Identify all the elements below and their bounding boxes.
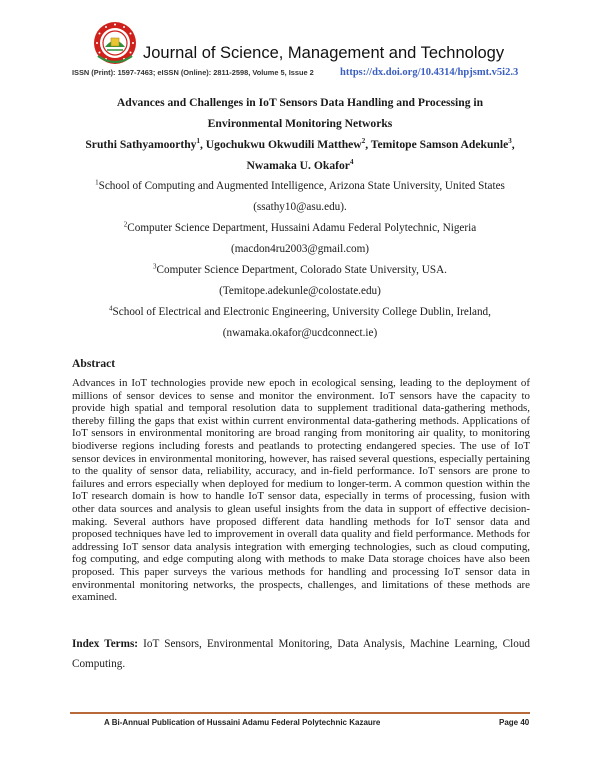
affiliation-sup: 3 <box>153 262 157 271</box>
author-name: Nwamaka U. Okafor <box>246 159 350 172</box>
affiliation-sup: 2 <box>123 220 128 229</box>
issn-line: ISSN (Print): 1597-7463; eISSN (Online): 2811-2598, Volume 5, Issue 2 <box>72 68 314 77</box>
author-separator: , <box>199 138 206 151</box>
author-sup: 1 <box>196 137 200 146</box>
author-separator: , <box>511 138 515 151</box>
index-terms <box>72 634 530 674</box>
affiliation-2 <box>0 222 600 234</box>
footer-divider <box>70 712 530 714</box>
affiliation-1 <box>0 180 600 192</box>
authors-line-2 <box>0 159 600 172</box>
affiliation-text: Computer Science Department, Hussaini Adamu Federal Polytechnic, Nigeria <box>127 222 477 234</box>
index-terms-text: IoT Sensors, Environmental Monitoring, Data Analysis, Machine Learning, Cloud Computing. <box>72 638 531 670</box>
affiliation-email-3: (Temitope.adekunle@colostate.edu) <box>219 285 381 297</box>
affiliation-text: Computer Science Department, Colorado State University, USA. <box>156 264 447 276</box>
author-sup: 2 <box>361 137 366 146</box>
paper-title-line-1: Advances and Challenges in IoT Sensors Data Handling and Processing in <box>116 96 484 109</box>
page-number: Page 40 <box>499 718 530 727</box>
author-name: Sruthi Sathyamoorthy <box>85 138 197 151</box>
author-name: Ugochukwu Okwudili Matthew <box>205 138 362 151</box>
author-sup: 4 <box>349 158 354 167</box>
authors-line <box>0 138 600 151</box>
author-separator: , <box>365 138 371 151</box>
affiliation-3 <box>0 264 600 276</box>
doi-link[interactable]: https://dx.doi.org/10.4314/hpjsmt.v5i2.3 <box>340 67 519 78</box>
index-terms-label: Index Terms: <box>72 638 139 650</box>
abstract-body: Advances in IoT technologies provide new epoch in ecological sensing, leading to the deployment of millions of sensor devices to sense and monitor the environment. IoT sensors have the capacity to provide high spatial and temporal resolution data to supplement traditional data-gathering methods, thereby filling the gaps that exist within current environmental data-gathering methods. Applications of IoT sensors in environmental monitoring are broad ranging from monitoring air quality, to monitoring biodiverse regions including forests and peatlands to protecting endangered species. The use of IoT sensor devices in environmental monitoring, however, has raised several questions, especially pertaining to the quality of sensor data, reliability, accuracy, and in-field performance. IoT sensors are prone to failures and errors especially when deployed for medium to longer-term. A common question within the IoT research domain is how to handle IoT sensor data, especially in terms of processing, fusion with other data sources and analysis to glean useful insights from the data in support of effective decision-making. Several authors have proposed different data handling methods for IoT sensor data and proposed techniques have led to improvement in overall data quality and field performance. Methods for addressing IoT sensor data analysis integration with emerging technologies, such as cloud computing, fog computing, and edge computing along with methods to make Data storage choices have also been proposed. This paper surveys the various methods for handling and processing IoT sensor data in environmental monitoring networks, the prospects, challenges, and limitations of these methods are examined. <box>72 377 530 604</box>
affiliation-sup: 4 <box>109 304 113 313</box>
affiliation-email-2: (macdon4ru2003@gmail.com) <box>231 243 369 255</box>
polytechnic-seal-logo <box>92 20 138 66</box>
affiliation-text: School of Electrical and Electronic Engineering, University College Dublin, Ireland, <box>112 306 491 318</box>
author-sup: 3 <box>508 137 512 146</box>
affiliation-4 <box>0 306 600 318</box>
affiliation-text: School of Computing and Augmented Intelligence, Arizona State University, United States <box>98 180 505 192</box>
affiliation-email-1: (ssathy10@asu.edu). <box>253 201 347 213</box>
journal-title: Journal of Science, Management and Technology <box>143 44 505 62</box>
footer-publication-text: A Bi-Annual Publication of Hussaini Adamu Federal Polytechnic Kazaure <box>104 718 381 727</box>
affiliation-sup: 1 <box>95 178 99 187</box>
affiliation-email-4: (nwamaka.okafor@ucdconnect.ie) <box>222 327 378 339</box>
paper-title-line-2: Environmental Monitoring Networks <box>207 117 393 130</box>
abstract-heading: Abstract <box>72 357 116 370</box>
author-name: Temitope Samson Adekunle <box>370 138 509 151</box>
